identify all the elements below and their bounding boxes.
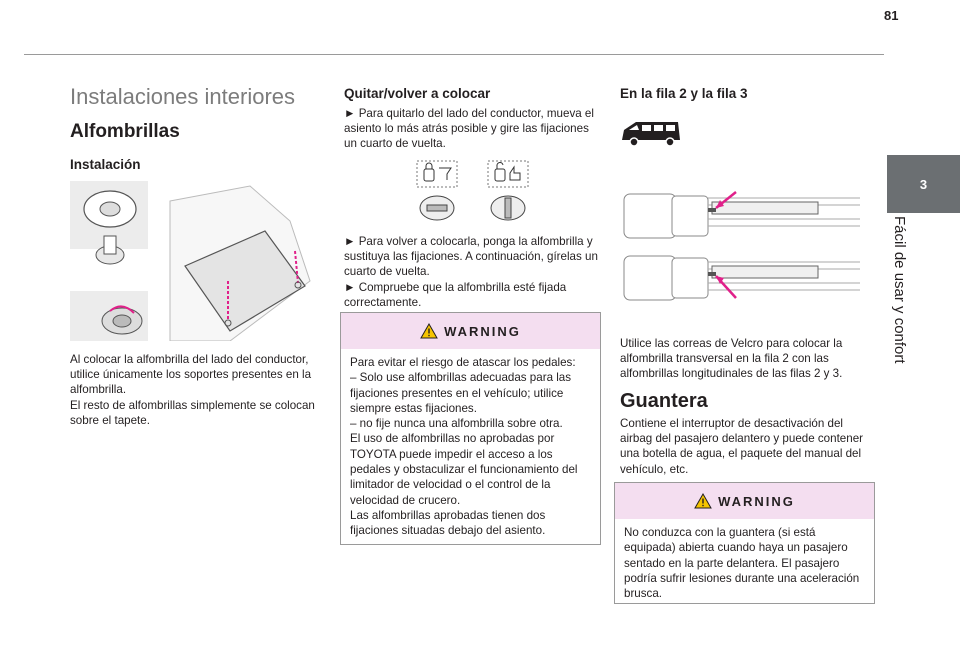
subheading-instalacion: Instalación <box>70 157 141 172</box>
warning-body <box>341 349 600 547</box>
header-divider <box>24 54 884 55</box>
col2-steps <box>344 234 600 310</box>
warning-line: – no fije nunca una alfombrilla sobre otra. <box>350 417 563 431</box>
chapter-tab[interactable]: 3 <box>887 155 960 213</box>
warning-header <box>341 313 600 349</box>
van-icon <box>620 118 682 148</box>
heading-fila: En la fila 2 y la fila 3 <box>620 86 748 101</box>
warning-line: – Solo use alfombrillas adecuadas para las fijaciones presentes en el vehículo; utilice siempre estas fijaciones. <box>350 371 572 415</box>
heading-guantera: Guantera <box>620 390 708 412</box>
guantera-paragraph: Contiene el interruptor de desactivación del airbag del pasajero delantero y puede contener una botella de agua, el paquete del manual del vehículo, etc. <box>620 417 863 476</box>
warning-line: Las alfombrillas aprobadas tienen dos fijaciones situadas debajo del asiento. <box>350 508 546 538</box>
floor-mat-illustration <box>70 181 320 341</box>
step-3: ► Compruebe que la alfombrilla esté fijada correctamente. <box>344 280 567 309</box>
fastener-lock-illustration <box>414 159 534 223</box>
paragraph: Al colocar la alfombrilla del lado del conductor, utilice únicamente los soportes presentes en la alfombrilla. <box>70 353 312 397</box>
warning-title: WARNING <box>718 493 795 509</box>
warning-box-glovebox <box>614 482 875 604</box>
warning-line: Para evitar el riesgo de atascar los pedales: <box>350 356 576 369</box>
warning-triangle-icon <box>420 323 438 339</box>
warning-header <box>615 483 874 519</box>
section-title: Instalaciones interiores <box>70 84 296 109</box>
fila-paragraph: Utilice las correas de Velcro para colocar la alfombrilla transversal en la fila 2 con las alfombrillas longitudinales de las filas 2 y 3. <box>620 337 843 381</box>
warning-title: WARNING <box>444 323 521 339</box>
paragraph: El resto de alfombrillas simplemente se colocan sobre el tapete. <box>70 398 315 427</box>
warning-line: El uso de alfombrillas no aprobadas por TOYOTA puede impedir el acceso a los pedales y obstaculizar el funcionamiento del limitador de velocidad o el control de la velocidad de crucero. <box>350 432 578 507</box>
seat-rows-illustration <box>620 186 872 304</box>
step-2: ► Para volver a colocarla, ponga la alfombrilla y sustituya las fijaciones. A continuación, gírelas un cuarto de vuelta. <box>344 235 598 279</box>
warning-triangle-icon <box>694 493 712 509</box>
col1-text <box>70 352 326 428</box>
step-1: ► Para quitarlo del lado del conductor, mueva el asiento lo más atrás posible y gire las fijaciones un cuarto de vuelta. <box>344 107 594 151</box>
page-number: 81 <box>884 8 899 23</box>
heading-quitar: Quitar/volver a colocar <box>344 86 491 101</box>
warning-body: No conduzca con la guantera (si está equipada) abierta cuando haya un pasajero sentado en la parte delantera. El pasajero podría sufrir lesiones durante una aceleración brusca. <box>624 526 860 601</box>
chapter-title: Fácil de usar y confort <box>891 216 908 364</box>
warning-box-pedals <box>340 312 601 545</box>
heading-alfombrillas: Alfombrillas <box>70 121 180 142</box>
